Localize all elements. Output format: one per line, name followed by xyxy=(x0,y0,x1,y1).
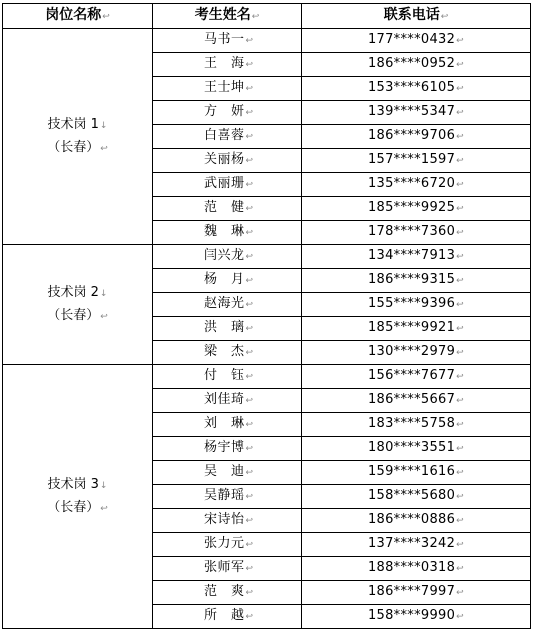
candidate-name: 关丽杨 xyxy=(204,152,245,167)
paragraph-mark: ↩ xyxy=(456,516,465,526)
line-break-mark: ↓ xyxy=(99,480,108,491)
phone-cell xyxy=(302,485,531,509)
paragraph-mark: ↩ xyxy=(100,503,108,514)
paragraph-mark: ↩ xyxy=(245,348,254,358)
candidate-name: 闫兴龙 xyxy=(204,248,245,263)
paragraph-mark: ↩ xyxy=(456,156,465,166)
phone-number: 153****6105 xyxy=(367,80,456,95)
candidate-name: 所 越 xyxy=(204,608,245,623)
candidate-name: 吴 迪 xyxy=(204,464,245,479)
candidate-name: 杨宇博 xyxy=(204,440,245,455)
paragraph-mark: ↩ xyxy=(456,348,465,358)
phone-number: 158****9990 xyxy=(367,608,456,623)
candidate-name: 王士坤 xyxy=(204,80,245,95)
phone-cell xyxy=(302,389,531,413)
phone-cell xyxy=(302,365,531,389)
phone-number: 186****9315 xyxy=(367,272,456,287)
line-break-mark: ↓ xyxy=(99,288,108,299)
candidate-name-cell xyxy=(153,365,302,389)
phone-number: 186****5667 xyxy=(367,392,456,407)
candidate-name-cell xyxy=(153,125,302,149)
paragraph-mark: ↩ xyxy=(456,60,465,70)
paragraph-mark: ↩ xyxy=(456,108,465,118)
paragraph-mark: ↩ xyxy=(456,300,465,310)
phone-cell xyxy=(302,605,531,629)
paragraph-mark: ↩ xyxy=(245,60,254,70)
candidate-name: 武丽珊 xyxy=(204,176,245,191)
candidate-name-cell xyxy=(153,413,302,437)
paragraph-mark: ↩ xyxy=(245,156,254,166)
paragraph-mark: ↩ xyxy=(245,324,254,334)
candidate-name-cell xyxy=(153,77,302,101)
paragraph-mark: ↩ xyxy=(245,84,254,94)
table-row xyxy=(3,365,531,389)
phone-number: 186****0952 xyxy=(367,56,456,71)
phone-cell xyxy=(302,533,531,557)
position-line2: （长春） xyxy=(47,499,100,515)
paragraph-mark: ↩ xyxy=(456,132,465,142)
phone-cell xyxy=(302,413,531,437)
table-row xyxy=(3,29,531,53)
candidate-name-cell xyxy=(153,269,302,293)
candidate-name: 洪 璃 xyxy=(204,320,245,335)
phone-number: 185****9921 xyxy=(367,320,456,335)
paragraph-mark: ↩ xyxy=(456,36,465,46)
paragraph-mark: ↩ xyxy=(456,276,465,286)
position-line2: （长春） xyxy=(47,307,100,323)
phone-cell xyxy=(302,221,531,245)
paragraph-mark: ↩ xyxy=(100,143,108,154)
candidate-name: 范 健 xyxy=(204,200,245,215)
paragraph-mark: ↩ xyxy=(456,228,465,238)
phone-cell xyxy=(302,341,531,365)
phone-number: 156****7677 xyxy=(367,368,456,383)
header-row xyxy=(3,4,531,29)
phone-number: 180****3551 xyxy=(367,440,456,455)
phone-number: 186****9706 xyxy=(367,128,456,143)
paragraph-mark: ↩ xyxy=(245,444,254,454)
header-name: 考生姓名↩ xyxy=(153,4,302,29)
candidate-name-cell xyxy=(153,221,302,245)
phone-number: 134****7913 xyxy=(367,248,456,263)
candidate-name: 宋诗怡 xyxy=(204,512,245,527)
paragraph-mark: ↩ xyxy=(456,204,465,214)
table-body xyxy=(3,29,531,629)
phone-cell xyxy=(302,149,531,173)
paragraph-mark: ↩ xyxy=(456,252,465,262)
phone-cell xyxy=(302,317,531,341)
phone-number: 139****5347 xyxy=(367,104,456,119)
phone-number: 159****1616 xyxy=(367,464,456,479)
header-phone: 联系电话↩ xyxy=(302,4,531,29)
paragraph-mark: ↩ xyxy=(456,372,465,382)
phone-cell xyxy=(302,269,531,293)
position-line2: （长春） xyxy=(47,139,100,155)
paragraph-mark: ↩ xyxy=(245,228,254,238)
paragraph-mark: ↩ xyxy=(245,108,254,118)
paragraph-mark: ↩ xyxy=(245,492,254,502)
candidate-name-cell xyxy=(153,533,302,557)
candidate-name-cell xyxy=(153,197,302,221)
phone-number: 186****7997 xyxy=(367,584,456,599)
position-line1: 技术岗 3 xyxy=(47,476,99,492)
candidate-name-cell xyxy=(153,245,302,269)
paragraph-mark: ↩ xyxy=(245,204,254,214)
line-break-mark: ↓ xyxy=(99,120,108,131)
candidate-name-cell xyxy=(153,437,302,461)
phone-cell xyxy=(302,461,531,485)
candidate-name: 马书一 xyxy=(204,32,245,47)
phone-cell xyxy=(302,437,531,461)
candidate-name: 魏 琳 xyxy=(204,224,245,239)
phone-number: 130****2979 xyxy=(367,344,456,359)
paragraph-mark: ↩ xyxy=(245,276,254,286)
position-cell xyxy=(3,365,153,629)
phone-number: 158****5680 xyxy=(367,488,456,503)
phone-cell xyxy=(302,125,531,149)
candidate-name: 张力元 xyxy=(204,536,245,551)
paragraph-mark: ↩ xyxy=(456,444,465,454)
candidate-name-cell xyxy=(153,485,302,509)
phone-number: 183****5758 xyxy=(367,416,456,431)
candidate-name: 付 钰 xyxy=(204,368,245,383)
candidate-name-cell xyxy=(153,101,302,125)
phone-cell xyxy=(302,509,531,533)
paragraph-mark: ↩ xyxy=(100,311,108,322)
position-cell xyxy=(3,245,153,365)
candidate-name: 杨 月 xyxy=(204,272,245,287)
candidate-name: 刘 琳 xyxy=(204,416,245,431)
candidate-name-cell xyxy=(153,581,302,605)
candidate-name: 张师军 xyxy=(204,560,245,575)
candidate-name: 吴静瑶 xyxy=(204,488,245,503)
paragraph-mark: ↩ xyxy=(456,468,465,478)
phone-number: 135****6720 xyxy=(367,176,456,191)
paragraph-mark: ↩ xyxy=(245,300,254,310)
paragraph-mark: ↩ xyxy=(245,516,254,526)
candidate-name-cell xyxy=(153,149,302,173)
phone-number: 178****7360 xyxy=(367,224,456,239)
paragraph-mark: ↩ xyxy=(456,180,465,190)
phone-number: 186****0886 xyxy=(367,512,456,527)
phone-cell xyxy=(302,77,531,101)
paragraph-mark: ↩ xyxy=(456,84,465,94)
candidate-name: 梁 杰 xyxy=(204,344,245,359)
phone-number: 137****3242 xyxy=(367,536,456,551)
paragraph-mark: ↩ xyxy=(245,36,254,46)
phone-cell xyxy=(302,101,531,125)
candidate-name: 王 海 xyxy=(204,56,245,71)
candidate-name-cell xyxy=(153,509,302,533)
paragraph-mark: ↩ xyxy=(245,180,254,190)
paragraph-mark: ↩ xyxy=(245,564,254,574)
position-line1: 技术岗 2 xyxy=(47,284,99,300)
candidate-name-cell xyxy=(153,317,302,341)
phone-number: 177****0432 xyxy=(367,32,456,47)
paragraph-mark: ↩ xyxy=(456,588,465,598)
phone-number: 157****1597 xyxy=(367,152,456,167)
candidate-name: 范 爽 xyxy=(204,584,245,599)
phone-cell xyxy=(302,581,531,605)
paragraph-mark: ↩ xyxy=(456,396,465,406)
phone-cell xyxy=(302,53,531,77)
candidate-name-cell xyxy=(153,557,302,581)
header-position: 岗位名称↩ xyxy=(3,4,153,29)
candidate-name-cell xyxy=(153,389,302,413)
candidate-name-cell xyxy=(153,341,302,365)
paragraph-mark: ↩ xyxy=(456,540,465,550)
candidate-name-cell xyxy=(153,53,302,77)
paragraph-mark: ↩ xyxy=(245,612,254,622)
phone-number: 188****0318 xyxy=(367,560,456,575)
paragraph-mark: ↩ xyxy=(245,132,254,142)
phone-cell xyxy=(302,293,531,317)
phone-number: 155****9396 xyxy=(367,296,456,311)
candidate-name: 刘佳琦 xyxy=(204,392,245,407)
paragraph-mark: ↩ xyxy=(245,588,254,598)
phone-cell xyxy=(302,245,531,269)
paragraph-mark: ↩ xyxy=(456,492,465,502)
candidate-name-cell xyxy=(153,605,302,629)
phone-cell xyxy=(302,173,531,197)
candidate-name: 白喜蓉 xyxy=(204,128,245,143)
paragraph-mark: ↩ xyxy=(245,252,254,262)
candidate-name-cell xyxy=(153,293,302,317)
candidate-name: 赵海光 xyxy=(204,296,245,311)
candidate-name-cell xyxy=(153,461,302,485)
candidate-table xyxy=(2,3,531,629)
paragraph-mark: ↩ xyxy=(245,396,254,406)
paragraph-mark: ↩ xyxy=(245,420,254,430)
paragraph-mark: ↩ xyxy=(456,564,465,574)
paragraph-mark: ↩ xyxy=(456,612,465,622)
paragraph-mark: ↩ xyxy=(456,420,465,430)
phone-number: 185****9925 xyxy=(367,200,456,215)
candidate-name-cell xyxy=(153,173,302,197)
phone-cell xyxy=(302,197,531,221)
paragraph-mark: ↩ xyxy=(245,540,254,550)
paragraph-mark: ↩ xyxy=(456,324,465,334)
table-row xyxy=(3,245,531,269)
candidate-name: 方 妍 xyxy=(204,104,245,119)
candidate-name-cell xyxy=(153,29,302,53)
phone-cell xyxy=(302,557,531,581)
phone-cell xyxy=(302,29,531,53)
position-line1: 技术岗 1 xyxy=(47,116,99,132)
paragraph-mark: ↩ xyxy=(245,372,254,382)
paragraph-mark: ↩ xyxy=(245,468,254,478)
position-cell xyxy=(3,29,153,245)
